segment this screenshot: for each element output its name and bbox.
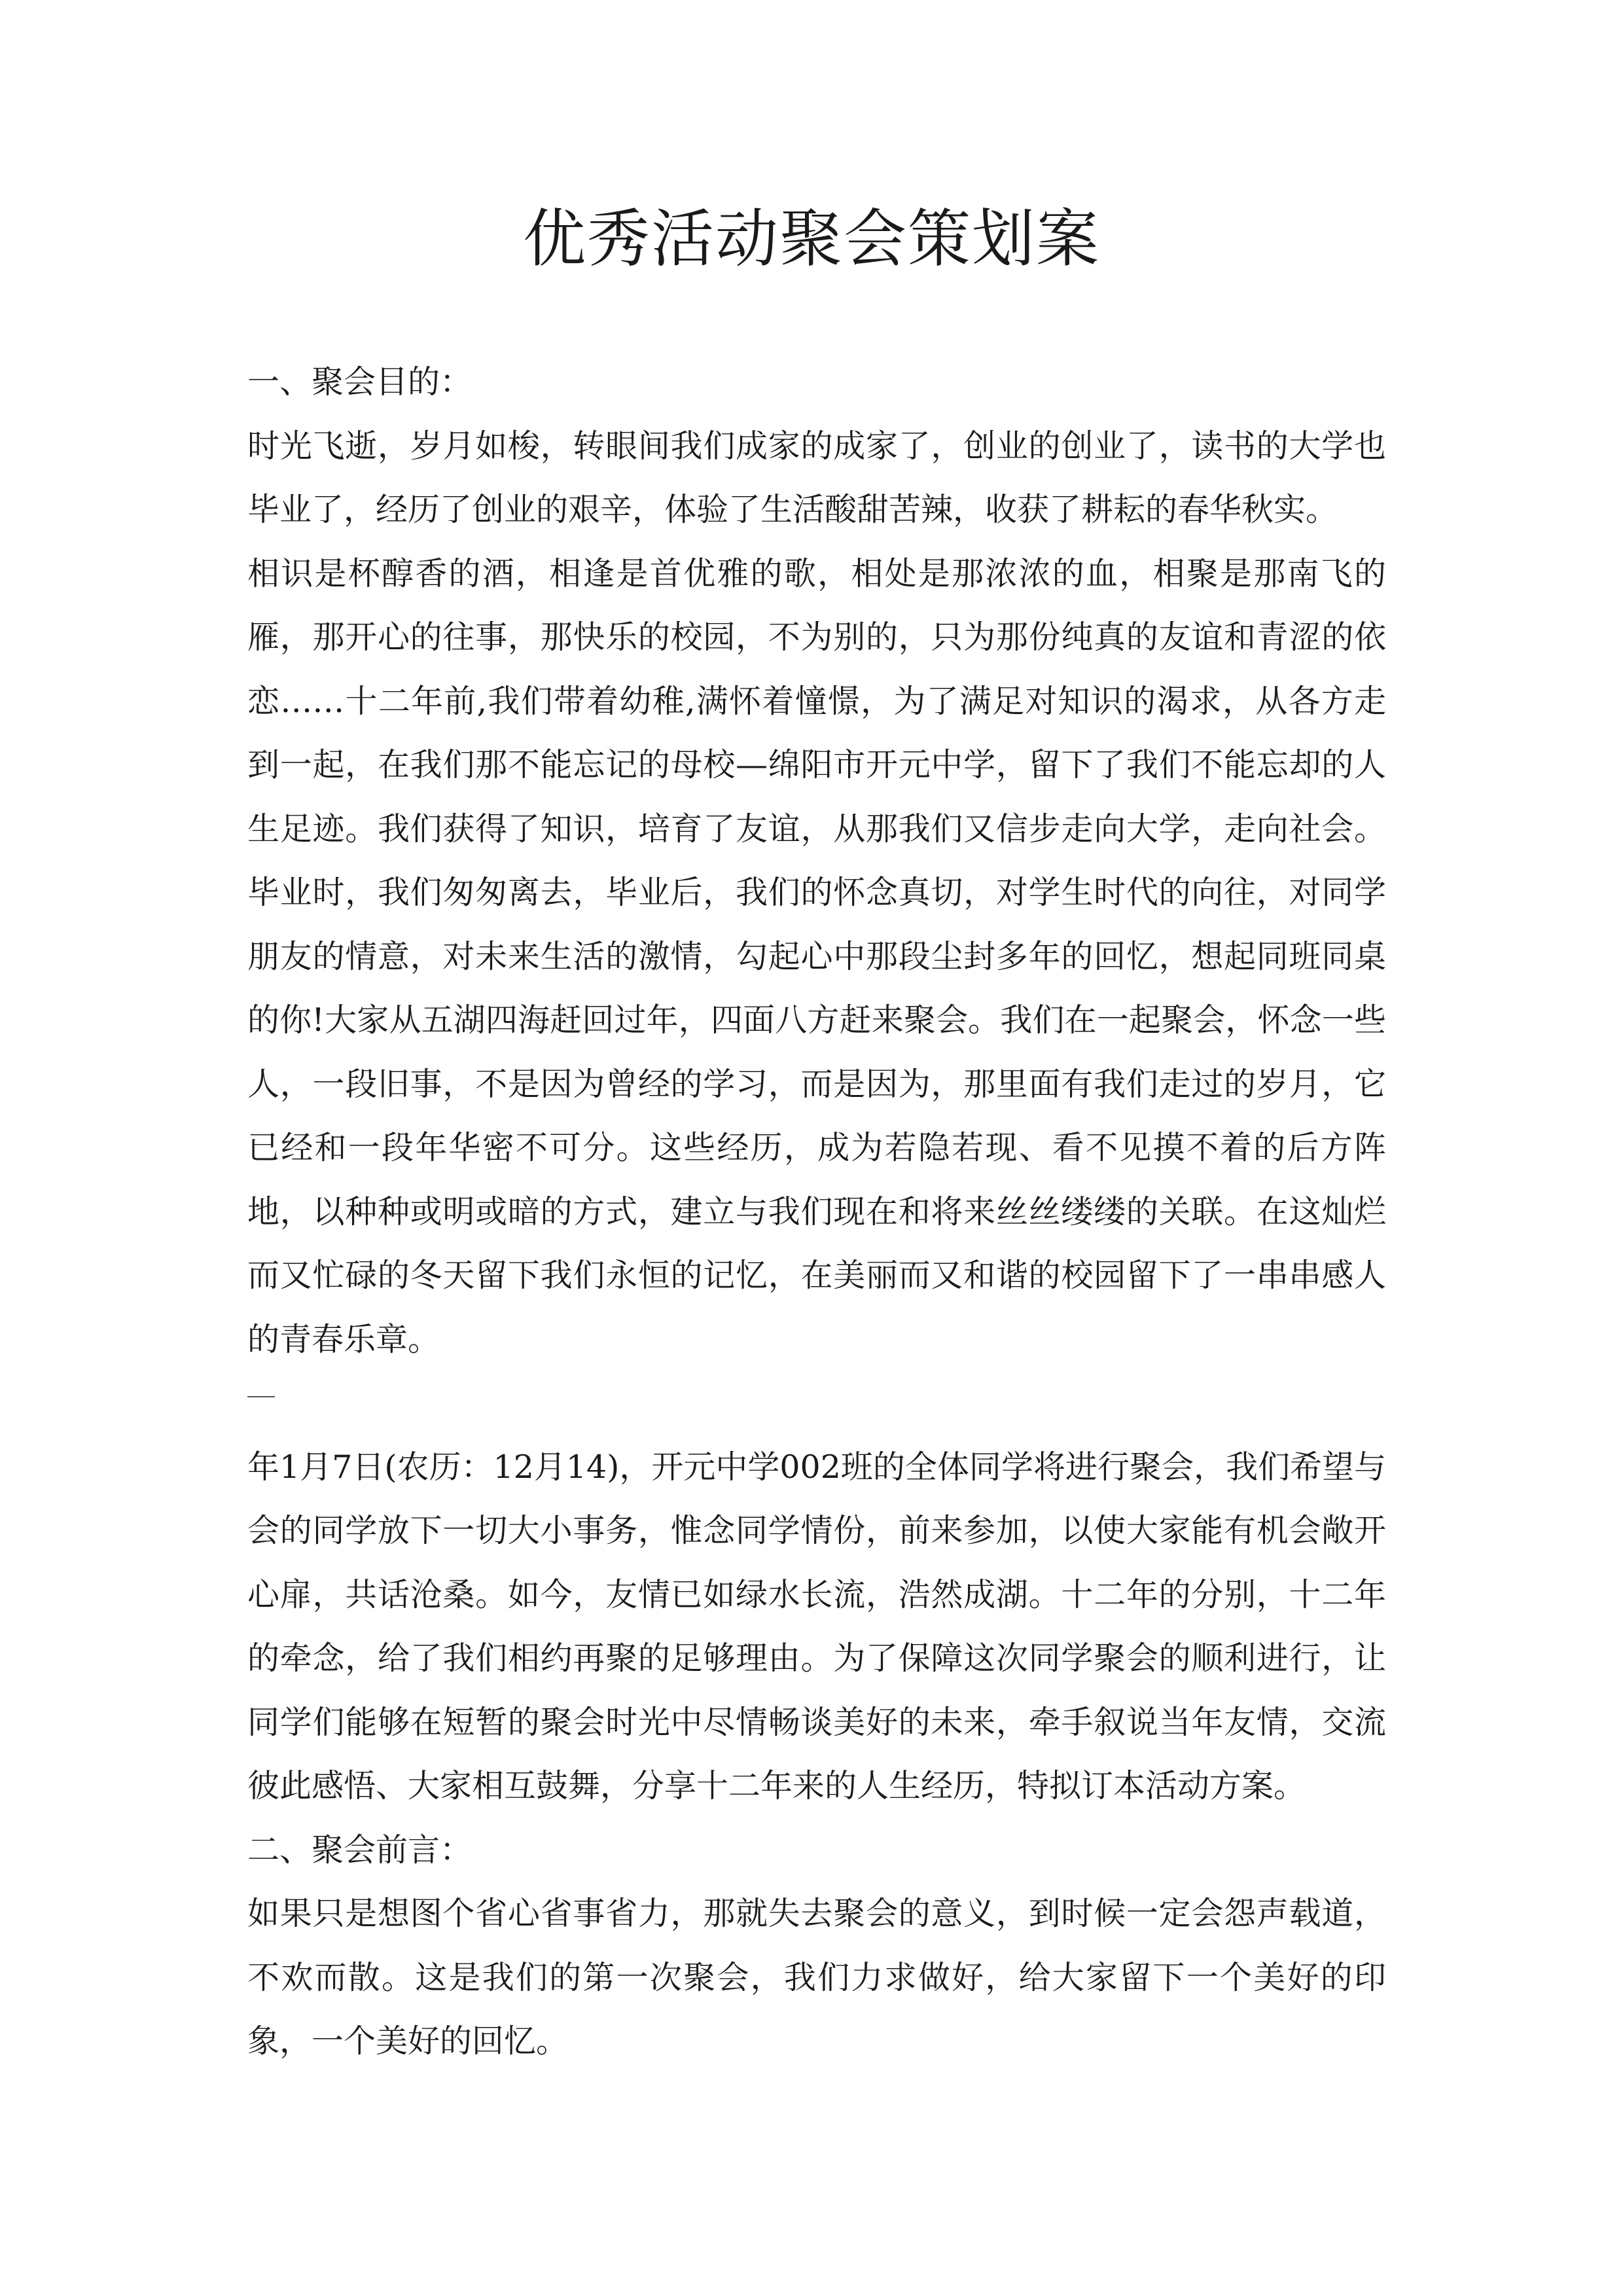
paragraph-intro: 时光飞逝，岁月如梭，转眼间我们成家的成家了，创业的创业了，读书的大学也毕业了，经历了创业的艰辛，体验了生活酸甜苦辣，收获了耕耘的春华秋实。	[247, 427, 1386, 528]
paragraph-event-details: 年1月7日(农历：12月14)，开元中学002班的全体同学将进行聚会，我们希望与会的同学放下一切大小事务，惟念同学情份，前来参加，以使大家能有机会敞开心扉，共话沧桑。如今，友情已如绿水长流，浩然成湖。十二年的分别，十二年的牵念，给了我们相约再聚的足够理由。为了保障这次同学聚会的顺利进行，让同学们能够在短暂的聚会时光中尽情畅谈美好的未来，牵手叙说当年友情，交流彼此感悟、大家相互鼓舞，分享十二年来的人生经历，特拟订本活动方案。	[247, 1448, 1386, 1804]
paragraph-memories: 相识是杯醇香的酒，相逢是首优雅的歌，相处是那浓浓的血，相聚是那南飞的雁，那开心的往事，那快乐的校园，不为别的，只为那份纯真的友谊和青涩的依恋……十二年前,我们带着幼稚,满怀着憧憬，为了满足对知识的渴求，从各方走到一起，在我们那不能忘记的母校—绵阳市开元中学，留下了我们不能忘却的人生足迹。我们获得了知识，培育了友谊，从那我们又信步走向大学，走向社会。毕业时，我们匆匆离去，毕业后，我们的怀念真切，对学生时代的向往，对同学朋友的情意，对未来生活的激情，勾起心中那段尘封多年的回忆，想起同班同桌的你!大家从五湖四海赶回过年，四面八方赶来聚会。我们在一起聚会，怀念一些人，一段旧事，不是因为曾经的学习，而是因为，那里面有我们走过的岁月，它已经和一段年华密不可分。这些经历，成为若隐若现、看不见摸不着的后方阵地，以种种或明或暗的方式，建立与我们现在和将来丝丝缕缕的关联。在这灿烂而又忙碌的冬天留下我们永恒的记忆，在美丽而又和谐的校园留下了一串串感人的青春乐章。	[247, 554, 1386, 1358]
paragraph-preface: 如果只是想图个省心省事省力，那就失去聚会的意义，到时候一定会怨声载道，不欢而散。这是我们的第一次聚会，我们力求做好，给大家留下一个美好的印象，一个美好的回忆。	[247, 1895, 1386, 2060]
section-divider	[247, 1371, 1386, 1435]
section-heading-purpose: 一、聚会目的：	[247, 363, 473, 401]
document-body	[247, 350, 1386, 2073]
document-title: 优秀活动聚会策划案	[523, 202, 1100, 276]
divider-dash	[247, 1396, 275, 1397]
section-heading-preface: 二、聚会前言：	[247, 1831, 473, 1869]
